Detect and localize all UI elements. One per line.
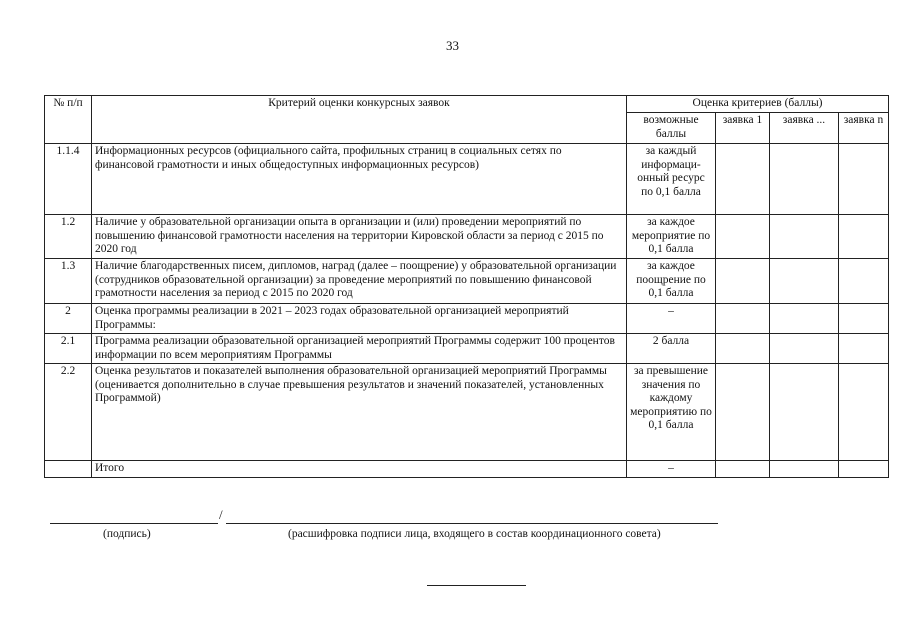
row-num: 1.3 [45,259,92,304]
row-points: – [627,304,716,334]
cell-app-1 [716,461,770,478]
row-num: 2.2 [45,364,92,461]
header-scores-group: Оценка критериев (баллы) [627,96,889,113]
table-row [45,334,889,364]
end-rule [427,585,526,586]
row-points: 2 балла [627,334,716,364]
table-row [45,304,889,334]
header-criterion: Критерий оценки конкурсных заявок [92,96,627,144]
cell-app-n [839,364,889,461]
row-criterion: Программа реализации образовательной организацией мероприятий Программы содержит 100 процентов информации по всем мероприятиям Программы [92,334,627,364]
cell-app-1 [716,364,770,461]
total-points: – [627,461,716,478]
row-points: за каждый информаци-онный ресурс по 0,1 балла [627,144,716,215]
table-total-row [45,461,889,478]
cell-app-1 [716,334,770,364]
table-row [45,259,889,304]
row-num: 2 [45,304,92,334]
row-criterion: Наличие у образовательной организации опыта в организации и (или) проведении мероприятий по повышению финансовой грамотности населения на территории Кировской области за период с 2015 по 2020 год [92,215,627,259]
criteria-table [44,95,889,478]
header-app-n: заявка n [839,113,889,144]
cell-app-etc [770,304,839,334]
cell-app-n [839,304,889,334]
row-points: за каждое мероприятие по 0,1 балла [627,215,716,259]
cell-app-1 [716,304,770,334]
total-label: Итого [92,461,627,478]
total-num-cell [45,461,92,478]
row-criterion: Оценка результатов и показателей выполнения образовательной организацией мероприятий Программы (оценивается дополнительно в случае превышения результатов и значений показателей, установленных Программой) [92,364,627,461]
header-app-1: заявка 1 [716,113,770,144]
cell-app-etc [770,144,839,215]
cell-app-1 [716,215,770,259]
row-criterion: Информационных ресурсов (официального сайта, профильных страниц в социальных сетях по финансовой грамотности и иных общедоступных информационных ресурсов) [92,144,627,215]
cell-app-n [839,144,889,215]
row-criterion: Оценка программы реализации в 2021 – 2023 годах образовательной организацией мероприятий Программы: [92,304,627,334]
row-criterion: Наличие благодарственных писем, дипломов, наград (далее – поощрение) у образовательной организации (сотрудников образовательной организации) за проведение мероприятий по повышению финансовой грамотности населения за период с 2015 по 2020 год [92,259,627,304]
cell-app-etc [770,259,839,304]
table-row [45,215,889,259]
header-possible: возможные баллы [627,113,716,144]
row-num: 1.2 [45,215,92,259]
cell-app-1 [716,144,770,215]
row-points: за каждое поощрение по 0,1 балла [627,259,716,304]
header-num: № п/п [45,96,92,144]
cell-app-1 [716,259,770,304]
signature-slash: / [219,507,223,522]
cell-app-n [839,334,889,364]
table-header-row [45,96,889,113]
page-number: 33 [446,38,459,53]
name-decoding-line [226,523,718,524]
cell-app-etc [770,364,839,461]
signature-line [50,523,218,524]
cell-app-n [839,259,889,304]
cell-app-n [839,461,889,478]
table-row [45,144,889,215]
table-row [45,364,889,461]
cell-app-etc [770,334,839,364]
cell-app-etc [770,461,839,478]
row-num: 1.1.4 [45,144,92,215]
cell-app-n [839,215,889,259]
row-points: за превышение значения по каждому мероприятию по 0,1 балла [627,364,716,461]
signature-caption: (подпись) [103,528,151,540]
cell-app-etc [770,215,839,259]
header-app-etc: заявка ... [770,113,839,144]
row-num: 2.1 [45,334,92,364]
name-decoding-caption: (расшифровка подписи лица, входящего в состав координационного совета) [288,528,661,540]
